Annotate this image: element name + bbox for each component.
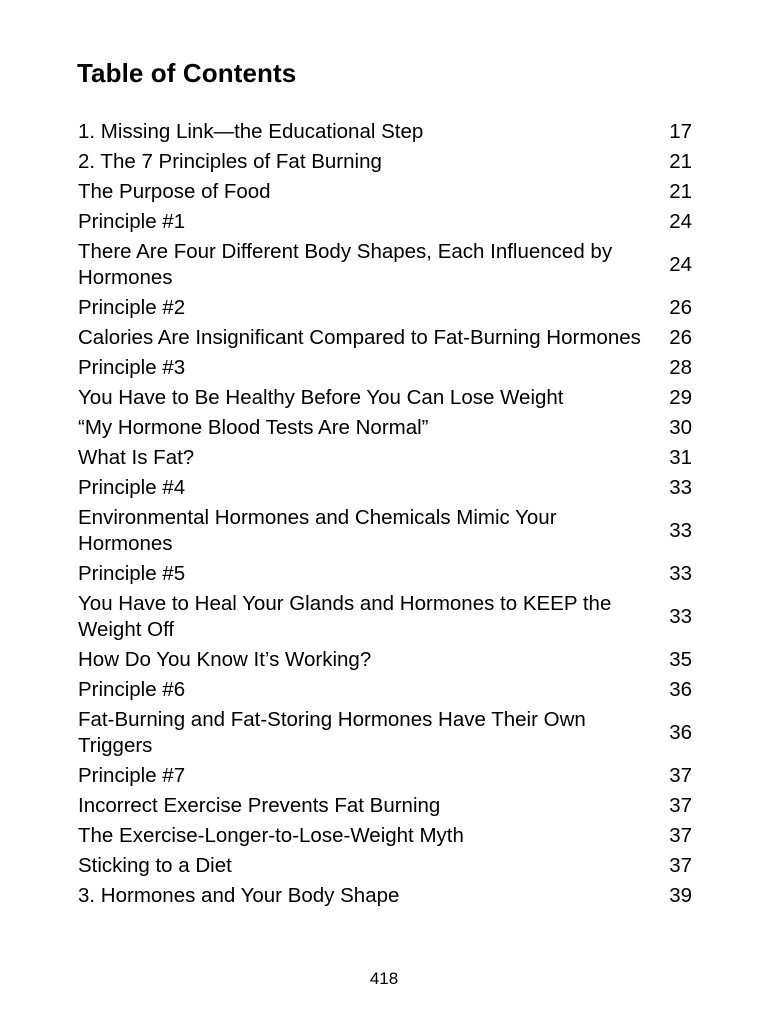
- toc-entry-page: 33: [669, 562, 692, 585]
- toc-entry-page: 37: [669, 824, 692, 847]
- toc-entry: [78, 761, 692, 791]
- toc-entry: [78, 705, 692, 761]
- toc-entry-title: There Are Four Different Body Shapes, Each Influenced by Hormones: [78, 240, 613, 289]
- toc-entry-page: 37: [669, 764, 692, 787]
- toc-table: [78, 117, 692, 911]
- toc-entry: [78, 207, 692, 237]
- toc-entry-page: 37: [669, 794, 692, 817]
- toc-entry-page: 31: [669, 446, 692, 469]
- toc-entry-page: 24: [669, 253, 692, 276]
- toc-entry: [78, 353, 692, 383]
- toc-entry-page: 29: [669, 386, 692, 409]
- toc-entry-title: The Purpose of Food: [78, 180, 271, 203]
- toc-entry-title: How Do You Know It’s Working?: [78, 648, 372, 671]
- toc-entry-page: 33: [669, 519, 692, 542]
- toc-entry-title: Incorrect Exercise Prevents Fat Burning: [78, 794, 441, 817]
- toc-entry-page: 21: [669, 150, 692, 173]
- toc-entry-title: Principle #7: [78, 764, 186, 787]
- toc-entry: [78, 851, 692, 881]
- toc-entry: [78, 237, 692, 293]
- toc-entry-title: You Have to Heal Your Glands and Hormones to KEEP the Weight Off: [78, 592, 612, 641]
- toc-entry-page: 33: [669, 476, 692, 499]
- toc-entry-title: Principle #1: [78, 210, 186, 233]
- toc-entry-title: Calories Are Insignificant Compared to Fat-Burning Hormones: [78, 326, 641, 349]
- toc-entry-page: 37: [669, 854, 692, 877]
- toc-entry-title: The Exercise-Longer-to-Lose-Weight Myth: [78, 824, 464, 847]
- toc-entry: [78, 473, 692, 503]
- toc-entry-page: 30: [669, 416, 692, 439]
- toc-entry: [78, 821, 692, 851]
- toc-entry-page: 21: [669, 180, 692, 203]
- toc-entry: [78, 117, 692, 147]
- toc-entry: [78, 177, 692, 207]
- toc-entry-title: “My Hormone Blood Tests Are Normal”: [78, 416, 429, 439]
- toc-entry: [78, 559, 692, 589]
- toc-entry-title: Environmental Hormones and Chemicals Mimic Your Hormones: [78, 506, 557, 555]
- toc-entry-title: 3. Hormones and Your Body Shape: [78, 884, 400, 907]
- toc-entry: [78, 147, 692, 177]
- toc-entry: [78, 589, 692, 645]
- toc-entry-title: Fat-Burning and Fat-Storing Hormones Have Their Own Triggers: [78, 708, 586, 757]
- toc-entry-page: 26: [669, 326, 692, 349]
- toc-entry-title: Principle #2: [78, 296, 186, 319]
- toc-entry: [78, 293, 692, 323]
- toc-entry-page: 39: [669, 884, 692, 907]
- toc-entry-title: Principle #6: [78, 678, 186, 701]
- toc-entry-page: 35: [669, 648, 692, 671]
- toc-entry-page: 17: [669, 120, 692, 143]
- toc-entry-title: You Have to Be Healthy Before You Can Lose Weight: [78, 386, 564, 409]
- toc-entry: [78, 323, 692, 353]
- page-number: 418: [369, 969, 399, 988]
- toc-entry-title: Principle #5: [78, 562, 186, 585]
- toc-entry: [78, 881, 692, 911]
- toc-entry: [78, 675, 692, 705]
- toc-entry-title: Sticking to a Diet: [78, 854, 232, 877]
- toc-entry: [78, 413, 692, 443]
- toc-entry: [78, 791, 692, 821]
- page-title: Table of Contents: [77, 58, 297, 88]
- toc-entry-page: 26: [669, 296, 692, 319]
- toc-entry: [78, 645, 692, 675]
- toc-entry-page: 36: [669, 721, 692, 744]
- toc-entry-page: 36: [669, 678, 692, 701]
- toc-entry-title: Principle #4: [78, 476, 186, 499]
- toc-entry-title: 1. Missing Link—the Educational Step: [78, 120, 424, 143]
- toc-entry-title: What Is Fat?: [78, 446, 195, 469]
- toc-entry-title: 2. The 7 Principles of Fat Burning: [78, 150, 382, 173]
- toc-entry: [78, 443, 692, 473]
- toc-entry: [78, 503, 692, 559]
- toc-entry-title: Principle #3: [78, 356, 186, 379]
- toc-entry-page: 33: [669, 605, 692, 628]
- toc-entry-page: 24: [669, 210, 692, 233]
- toc-entry: [78, 383, 692, 413]
- toc-entry-page: 28: [669, 356, 692, 379]
